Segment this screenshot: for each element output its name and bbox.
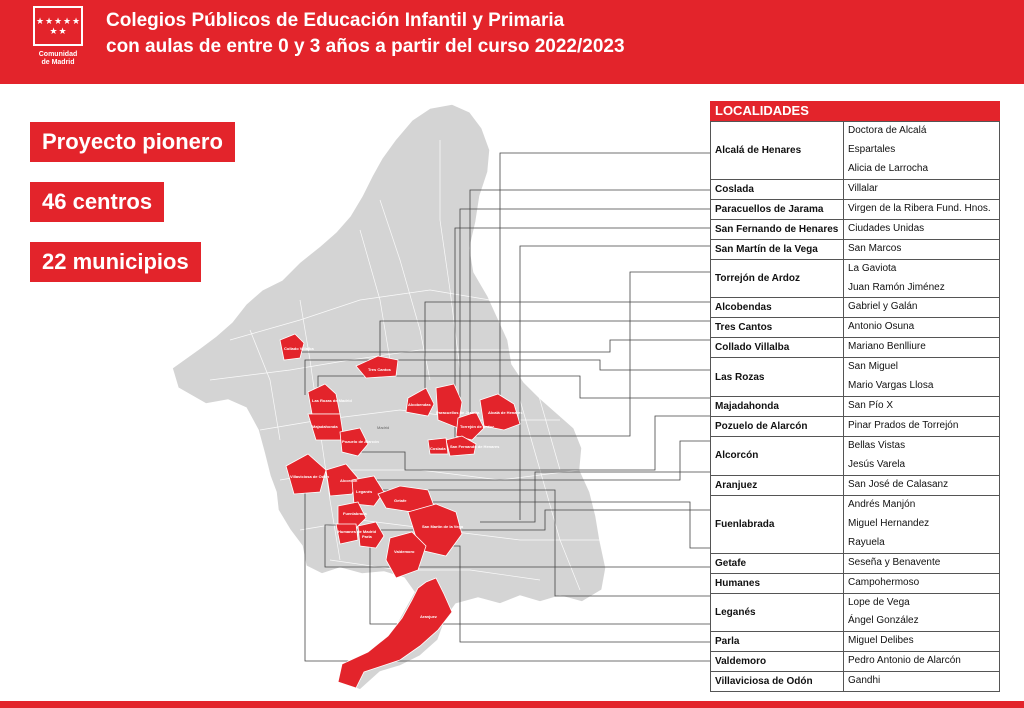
table-row — [711, 437, 1000, 476]
municipio-cell: Parla — [711, 632, 844, 652]
region-outline — [172, 104, 606, 690]
municipio-cell: Coslada — [711, 179, 844, 199]
centro-name: Andrés Manjón — [848, 498, 916, 510]
centros-cell — [844, 259, 1000, 298]
map-label-las-rozas: Las Rozas de Madrid — [312, 398, 352, 403]
centro-name: Mario Vargas Llosa — [848, 380, 934, 392]
map-label-fuenlabrada: Fuenlabrada — [343, 511, 367, 516]
municipio-cell: Aranjuez — [711, 475, 844, 495]
centro-name: Virgen de la Ribera Fund. Hnos. — [848, 202, 991, 214]
centro-name: La Gaviota — [848, 262, 897, 274]
centro-name: Gandhi — [848, 675, 881, 687]
centros-cell — [844, 122, 1000, 180]
centro-name: Antonio Osuna — [848, 321, 915, 333]
centros-cell — [844, 495, 1000, 553]
highlight-centros: 46 centros — [30, 182, 164, 222]
centro-name: Seseña y Benavente — [848, 556, 941, 568]
centros-cell — [844, 632, 1000, 652]
title-line-1: Colegios Públicos de Educación Infantil y Primaria — [106, 10, 565, 31]
municipio-cell: Valdemoro — [711, 652, 844, 672]
map-label-coslada: Coslada — [430, 446, 446, 451]
centros-cell — [844, 553, 1000, 573]
centro-name: Ciudades Unidas — [848, 222, 925, 234]
centro-name: Lope de Vega — [848, 596, 910, 608]
centros-cell — [844, 199, 1000, 219]
map-label-paracuellos: Paracuellos de Jarama — [436, 410, 480, 415]
map-label-aranjuez: Aranjuez — [420, 614, 437, 619]
centro-name: Miguel Delibes — [848, 635, 914, 647]
municipio-cell: Humanes — [711, 573, 844, 593]
table-row — [711, 632, 1000, 652]
map-label-torrejon: Torrejón de Ardoz — [460, 424, 494, 429]
table-row — [711, 672, 1000, 692]
centros-cell — [844, 338, 1000, 358]
centros-cell — [844, 593, 1000, 632]
map-label-parla: Parla — [362, 534, 372, 539]
table-row — [711, 573, 1000, 593]
centro-name: Alicia de Larrocha — [848, 162, 929, 174]
centros-cell — [844, 437, 1000, 476]
municipio-cell: Alcorcón — [711, 437, 844, 476]
centros-cell — [844, 318, 1000, 338]
map-label-leganes: Leganés — [356, 489, 373, 494]
table-row — [711, 219, 1000, 239]
municipio-cell: Leganés — [711, 593, 844, 632]
centro-name: Ángel González — [848, 615, 919, 627]
table-row — [711, 553, 1000, 573]
centro-name: Gabriel y Galán — [848, 301, 918, 313]
municipio-cell: Majadahonda — [711, 397, 844, 417]
logo-text: Comunidad de Madrid — [38, 51, 78, 66]
map-label-alcobendas: Alcobendas — [408, 402, 431, 407]
municipio-cell: Fuenlabrada — [711, 495, 844, 553]
municipio-cell: Torrejón de Ardoz — [711, 259, 844, 298]
centros-cell — [844, 358, 1000, 397]
map-label-san-fernando: San Fernando de Henares — [450, 444, 500, 449]
map-label-alcorcon: Alcorcón — [340, 478, 358, 483]
table-row — [711, 475, 1000, 495]
table-row — [711, 199, 1000, 219]
table-row — [711, 122, 1000, 180]
municipio-cell: Villaviciosa de Odón — [711, 672, 844, 692]
municipio-cell: Paracuellos de Jarama — [711, 199, 844, 219]
municipio-cell: Pozuelo de Alarcón — [711, 417, 844, 437]
centro-name: Pedro Antonio de Alarcón — [848, 655, 961, 667]
centro-name: San José de Calasanz — [848, 478, 949, 490]
table-row — [711, 358, 1000, 397]
table-row — [711, 338, 1000, 358]
table-row — [711, 495, 1000, 553]
table-row — [711, 652, 1000, 672]
map-label-alcala: Alcalá de Henares — [488, 410, 523, 415]
centro-name: Doctora de Alcalá — [848, 125, 927, 136]
map-label-collado-villalba: Collado Villalba — [284, 346, 314, 351]
localidades-grid — [710, 121, 1000, 692]
municipio-cell: San Fernando de Henares — [711, 219, 844, 239]
table-row — [711, 318, 1000, 338]
highlight-municipios: 22 municipios — [30, 242, 201, 282]
centro-name: Pinar Prados de Torrejón — [848, 420, 959, 432]
table-row — [711, 298, 1000, 318]
flag-stars-icon: ★ ★ ★ ★ ★ ★ ★ — [33, 6, 83, 46]
highlight-proyecto: Proyecto pionero — [30, 122, 235, 162]
centros-cell — [844, 219, 1000, 239]
centro-name: Bellas Vistas — [848, 440, 906, 451]
centros-cell — [844, 298, 1000, 318]
centros-cell — [844, 573, 1000, 593]
centro-name: Villalar — [848, 182, 878, 194]
table-row — [711, 259, 1000, 298]
municipio-cell: Alcalá de Henares — [711, 122, 844, 180]
map-label-villaviciosa: Villaviciosa de Odón — [290, 474, 330, 479]
map-label-tres-cantos: Tres Cantos — [368, 367, 391, 372]
centros-cell — [844, 239, 1000, 259]
centro-name: San Marcos — [848, 242, 902, 254]
centro-name: Campohermoso — [848, 576, 920, 588]
aranjuez-area — [338, 578, 452, 688]
table-row — [711, 179, 1000, 199]
centros-cell — [844, 417, 1000, 437]
centro-name: San Miguel — [848, 361, 899, 373]
map-label-san-martin: San Martín de la Vega — [422, 524, 464, 529]
centros-cell — [844, 652, 1000, 672]
municipio-cell: Collado Villalba — [711, 338, 844, 358]
centro-name: Jesús Varela — [848, 458, 906, 470]
map-label-majadahonda: Majadahonda — [312, 424, 338, 429]
centro-name: Mariano Benlliure — [848, 341, 926, 353]
map-label-getafe: Getafe — [394, 498, 407, 503]
table-row — [711, 239, 1000, 259]
centro-name: Juan Ramón Jiménez — [848, 281, 945, 293]
centro-name: Espartales — [848, 143, 896, 155]
centros-cell — [844, 672, 1000, 692]
municipio-cell: San Martín de la Vega — [711, 239, 844, 259]
municipio-cell: Getafe — [711, 553, 844, 573]
localidades-heading: LOCALIDADES — [710, 101, 1000, 121]
humanes-area — [336, 524, 358, 544]
map-label-madrid: Madrid — [377, 425, 390, 430]
municipio-cell: Alcobendas — [711, 298, 844, 318]
centro-name: Miguel Hernandez — [848, 517, 930, 529]
centro-name: Rayuela — [848, 536, 885, 548]
municipio-cell: Las Rozas — [711, 358, 844, 397]
map-label-humanes: Humanes de Madrid — [338, 529, 377, 534]
municipio-cell: Tres Cantos — [711, 318, 844, 338]
table-row — [711, 417, 1000, 437]
table-row — [711, 593, 1000, 632]
footer-bar — [0, 701, 1024, 708]
centro-name: San Pío X — [848, 400, 894, 412]
localidades-table — [710, 101, 1000, 692]
title-line-2: con aulas de entre 0 y 3 años a partir del curso 2022/2023 — [106, 36, 625, 57]
centros-cell — [844, 179, 1000, 199]
table-row — [711, 397, 1000, 417]
centros-cell — [844, 397, 1000, 417]
map-label-pozuelo: Pozuelo de Alarcón — [342, 439, 379, 444]
map-label-valdemoro: Valdemoro — [394, 549, 415, 554]
centros-cell — [844, 475, 1000, 495]
